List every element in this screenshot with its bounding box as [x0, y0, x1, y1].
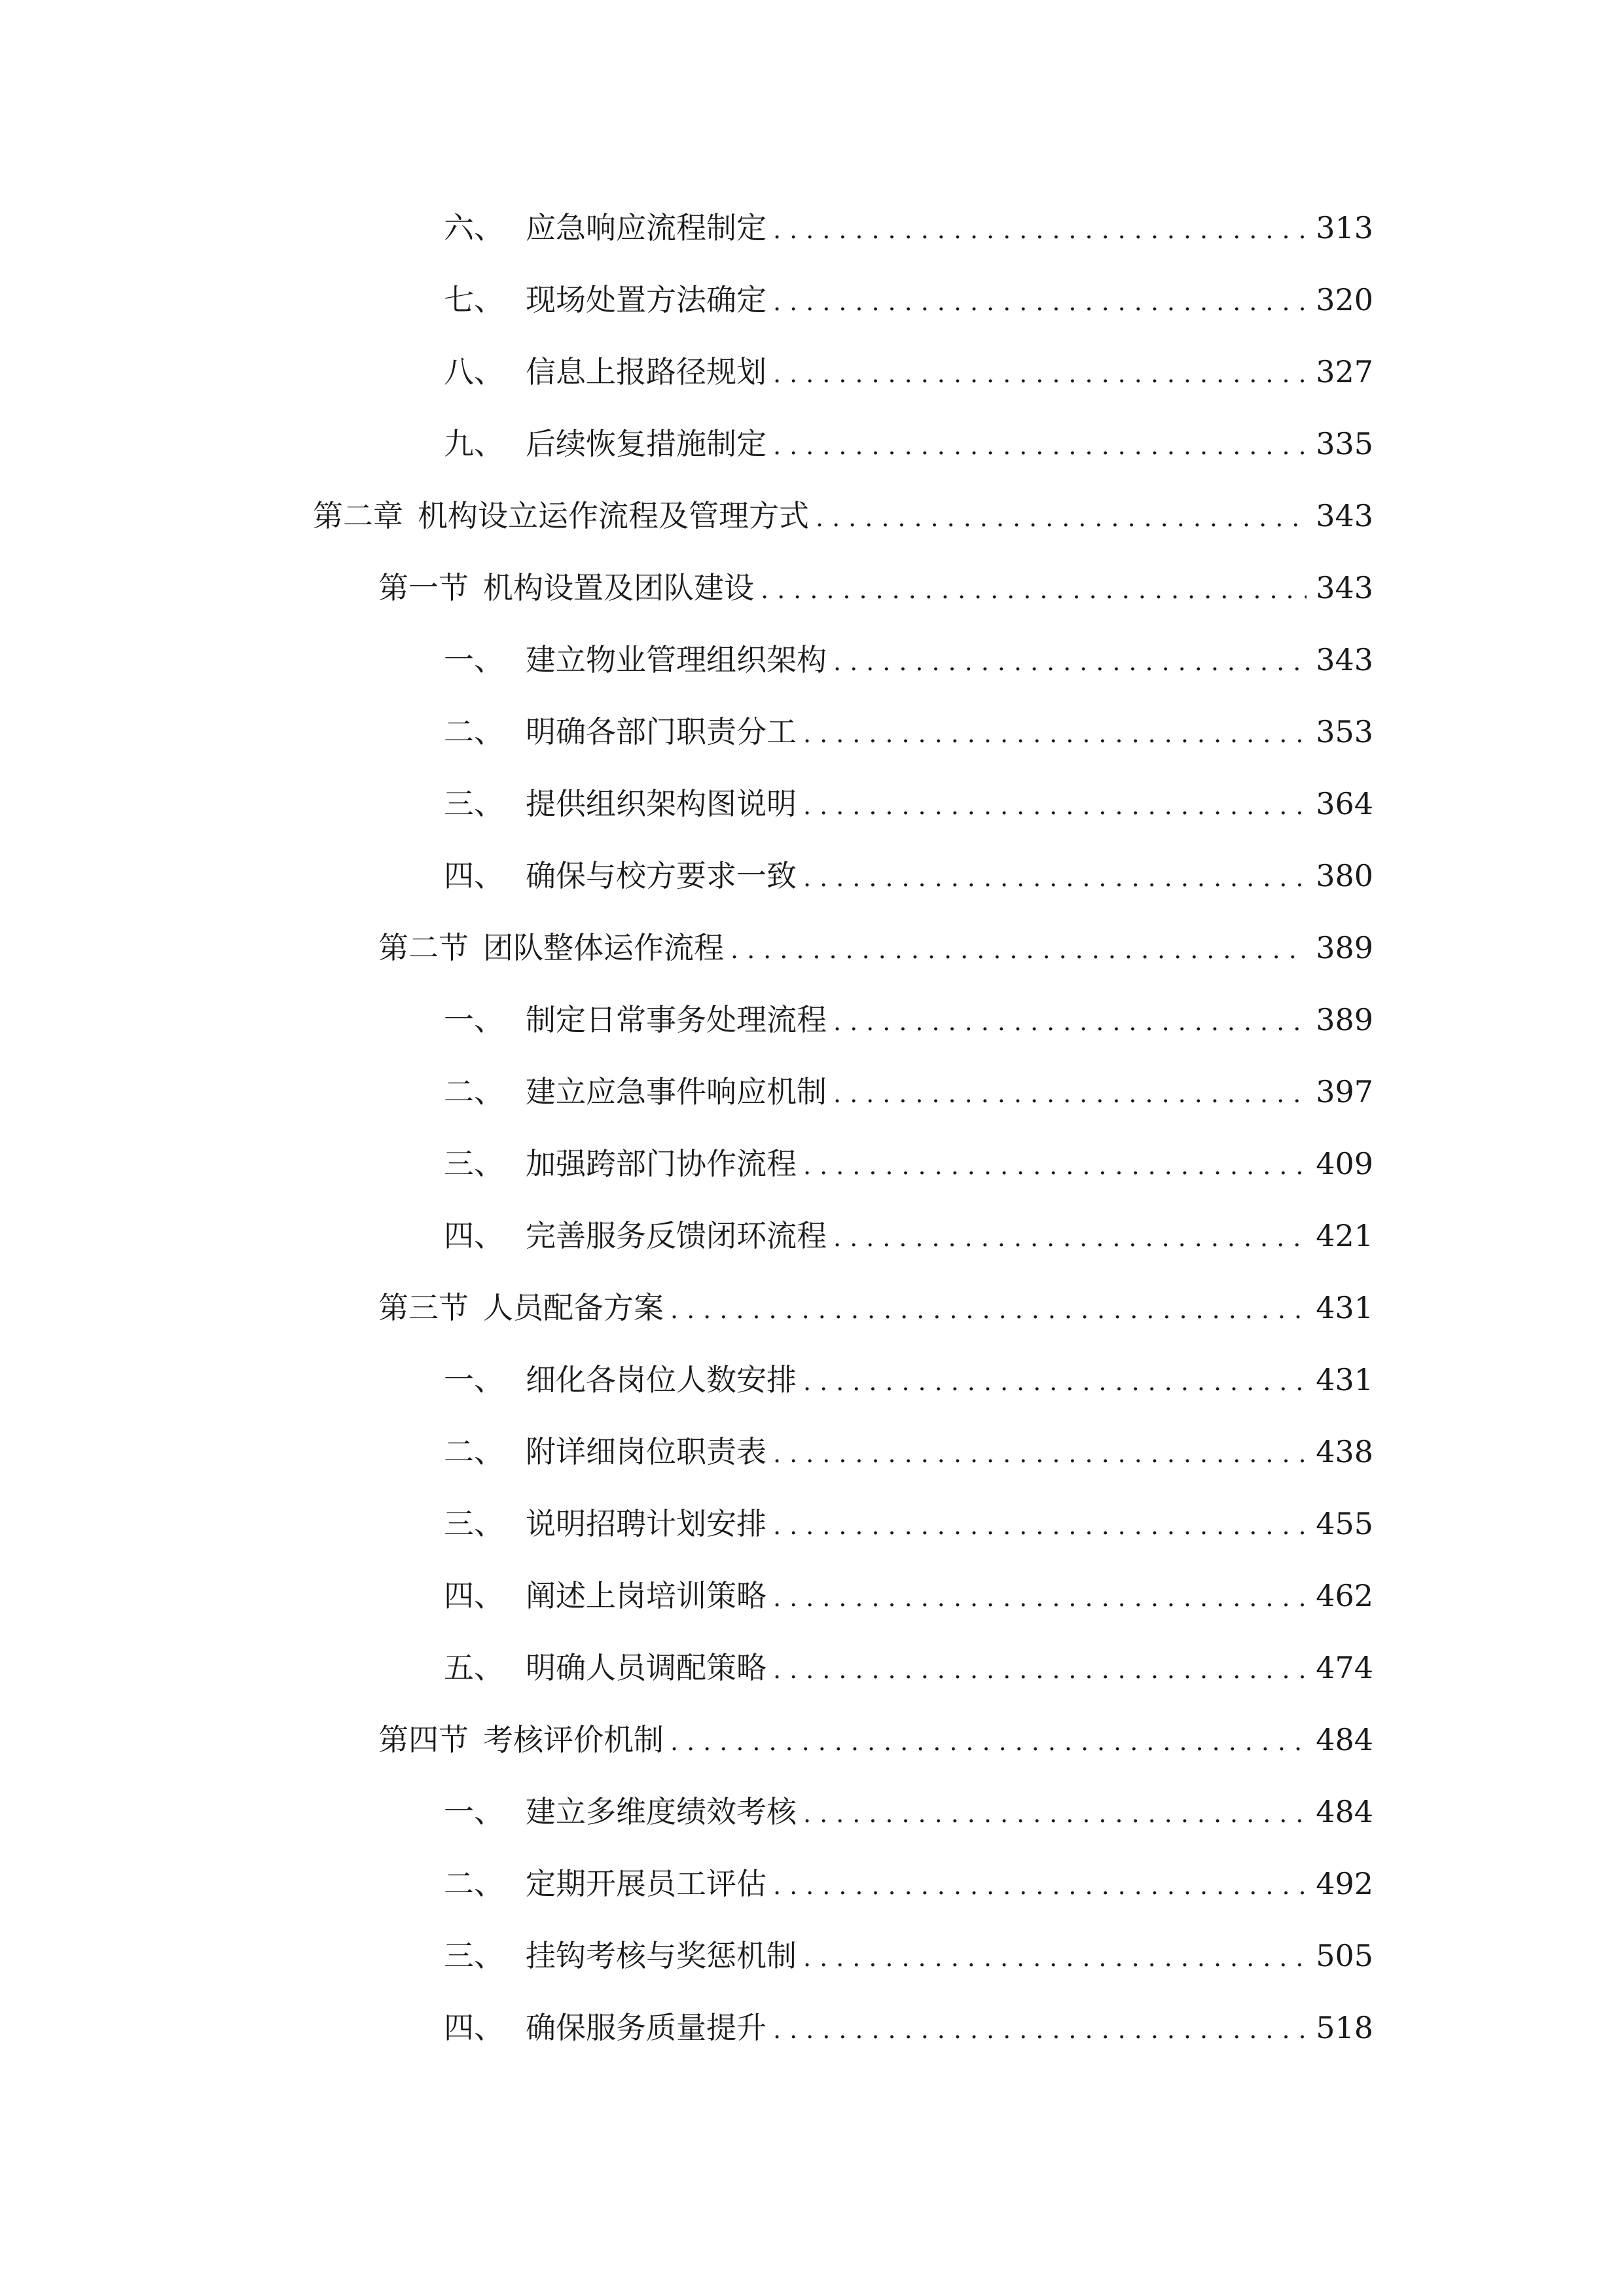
dot-leader	[773, 204, 1307, 256]
entry-number: 九、	[444, 426, 504, 461]
toc-entry[interactable]	[444, 1426, 1373, 1478]
dot-leader	[803, 1787, 1307, 1840]
entry-title: 应急响应流程制定	[526, 210, 767, 245]
page-number: 455	[1316, 1506, 1373, 1541]
toc-entry[interactable]	[444, 418, 1373, 470]
toc-entry[interactable]	[444, 706, 1373, 758]
entry-number: 第二节	[378, 930, 469, 965]
page-number: 409	[1316, 1146, 1373, 1181]
entry-title: 机构设置及团队建设	[483, 570, 754, 605]
dot-leader	[803, 1931, 1307, 1984]
page-number: 327	[1316, 354, 1373, 389]
entry-number: 第三节	[378, 1290, 469, 1325]
toc-entry[interactable]	[444, 994, 1373, 1046]
page-number: 484	[1316, 1794, 1373, 1829]
entry-title: 现场处置方法确定	[526, 282, 767, 317]
dot-leader	[773, 1571, 1307, 1624]
page-number: 492	[1316, 1866, 1373, 1901]
entry-number: 第一节	[378, 570, 469, 605]
entry-number: 三、	[444, 1938, 504, 1973]
dot-leader	[773, 1499, 1307, 1552]
entry-number: 一、	[444, 1794, 504, 1829]
page-number: 313	[1316, 210, 1373, 245]
dot-leader	[773, 2003, 1307, 2056]
dot-leader	[833, 996, 1307, 1048]
entry-title: 细化各岗位人数安排	[526, 1362, 797, 1397]
page-number: 438	[1316, 1434, 1373, 1469]
entry-title: 挂钩考核与奖惩机制	[526, 1938, 797, 1973]
entry-number: 二、	[444, 1074, 504, 1109]
page-number: 505	[1316, 1938, 1373, 1973]
toc-section-entry[interactable]	[378, 1713, 1373, 1766]
dot-leader	[773, 1427, 1307, 1480]
toc-entry[interactable]	[444, 1929, 1373, 1982]
entry-title: 建立多维度绩效考核	[526, 1794, 797, 1829]
page-number: 474	[1316, 1650, 1373, 1685]
dot-leader	[803, 780, 1307, 832]
dot-leader	[803, 1139, 1307, 1192]
page-number: 518	[1316, 2010, 1373, 2045]
dot-leader	[816, 492, 1307, 544]
page-number: 320	[1316, 282, 1373, 317]
entry-title: 团队整体运作流程	[483, 930, 724, 965]
entry-title: 确保服务质量提升	[526, 2010, 767, 2045]
entry-title: 完善服务反馈闭环流程	[526, 1218, 827, 1253]
entry-title: 定期开展员工评估	[526, 1866, 767, 1901]
dot-leader	[773, 276, 1307, 328]
entry-number: 一、	[444, 642, 504, 677]
toc-section-entry[interactable]	[378, 562, 1373, 614]
dot-leader	[670, 1283, 1307, 1336]
entry-number: 一、	[444, 1002, 504, 1037]
toc-chapter-entry[interactable]	[313, 490, 1373, 542]
page-number: 353	[1316, 714, 1373, 749]
entry-number: 四、	[444, 2010, 504, 2045]
entry-number: 二、	[444, 1434, 504, 1469]
dot-leader	[803, 852, 1307, 904]
entry-title: 建立物业管理组织架构	[526, 642, 827, 677]
entry-number: 四、	[444, 1218, 504, 1253]
entry-number: 四、	[444, 858, 504, 893]
dot-leader	[773, 1643, 1307, 1696]
dot-leader	[803, 1355, 1307, 1408]
dot-leader	[773, 420, 1307, 472]
entry-number: 一、	[444, 1362, 504, 1397]
toc-entry[interactable]	[444, 1354, 1373, 1406]
page-number: 389	[1316, 1002, 1373, 1037]
entry-number: 三、	[444, 1146, 504, 1181]
page-number: 335	[1316, 426, 1373, 461]
entry-title: 信息上报路径规划	[526, 354, 767, 389]
entry-number: 八、	[444, 354, 504, 389]
page-number: 389	[1316, 930, 1373, 965]
toc-entry[interactable]	[444, 1210, 1373, 1262]
page-number: 421	[1316, 1218, 1373, 1253]
page-number: 380	[1316, 858, 1373, 893]
toc-entry[interactable]	[444, 1066, 1373, 1118]
entry-title: 制定日常事务处理流程	[526, 1002, 827, 1037]
entry-title: 加强跨部门协作流程	[526, 1146, 797, 1181]
toc-entry[interactable]	[444, 1498, 1373, 1550]
entry-title: 阐述上岗培训策略	[526, 1578, 767, 1613]
toc-entry[interactable]	[444, 850, 1373, 902]
page-number: 364	[1316, 786, 1373, 821]
page-number: 431	[1316, 1362, 1373, 1397]
page-number: 484	[1316, 1722, 1373, 1757]
page-number: 462	[1316, 1578, 1373, 1613]
dot-leader	[761, 564, 1307, 616]
entry-title: 说明招聘计划安排	[526, 1506, 767, 1541]
entry-number: 三、	[444, 1506, 504, 1541]
entry-title: 提供组织架构图说明	[526, 786, 797, 821]
page-number: 343	[1316, 570, 1373, 605]
dot-leader	[670, 1715, 1307, 1768]
dot-leader	[731, 924, 1307, 976]
entry-title: 明确人员调配策略	[526, 1650, 767, 1685]
page-number: 343	[1316, 642, 1373, 677]
dot-leader	[773, 1859, 1307, 1912]
toc-entry[interactable]	[444, 778, 1373, 830]
entry-title: 附详细岗位职责表	[526, 1434, 767, 1469]
entry-number: 五、	[444, 1650, 504, 1685]
entry-title: 机构设立运作流程及管理方式	[418, 498, 809, 533]
toc-section-entry[interactable]	[378, 922, 1373, 974]
entry-number: 四、	[444, 1578, 504, 1613]
entry-title: 建立应急事件响应机制	[526, 1074, 827, 1109]
page-number: 397	[1316, 1074, 1373, 1109]
entry-number: 二、	[444, 714, 504, 749]
toc-entry[interactable]	[444, 634, 1373, 686]
toc-entry[interactable]	[444, 346, 1373, 398]
toc-entry[interactable]	[444, 1138, 1373, 1190]
page-number: 431	[1316, 1290, 1373, 1325]
toc-entry[interactable]	[444, 1785, 1373, 1838]
entry-number: 六、	[444, 210, 504, 245]
dot-leader	[833, 636, 1307, 688]
entry-number: 二、	[444, 1866, 504, 1901]
toc-entry[interactable]	[444, 202, 1373, 254]
dot-leader	[833, 1067, 1307, 1120]
toc-entry[interactable]	[444, 1857, 1373, 1910]
dot-leader	[773, 348, 1307, 400]
entry-number: 三、	[444, 786, 504, 821]
entry-number: 第二章	[313, 498, 403, 533]
toc-entry[interactable]	[444, 1641, 1373, 1694]
entry-title: 考核评价机制	[483, 1722, 664, 1757]
entry-title: 确保与校方要求一致	[526, 858, 797, 893]
toc-entry[interactable]	[444, 1570, 1373, 1622]
entry-number: 第四节	[378, 1722, 469, 1757]
entry-title: 明确各部门职责分工	[526, 714, 797, 749]
page-number: 343	[1316, 498, 1373, 533]
toc-section-entry[interactable]	[378, 1282, 1373, 1334]
entry-number: 七、	[444, 282, 504, 317]
dot-leader	[833, 1211, 1307, 1264]
entry-title: 人员配备方案	[483, 1290, 664, 1325]
toc-entry[interactable]	[444, 274, 1373, 326]
toc-entry[interactable]	[444, 2001, 1373, 2054]
entry-title: 后续恢复措施制定	[526, 426, 767, 461]
dot-leader	[803, 708, 1307, 760]
